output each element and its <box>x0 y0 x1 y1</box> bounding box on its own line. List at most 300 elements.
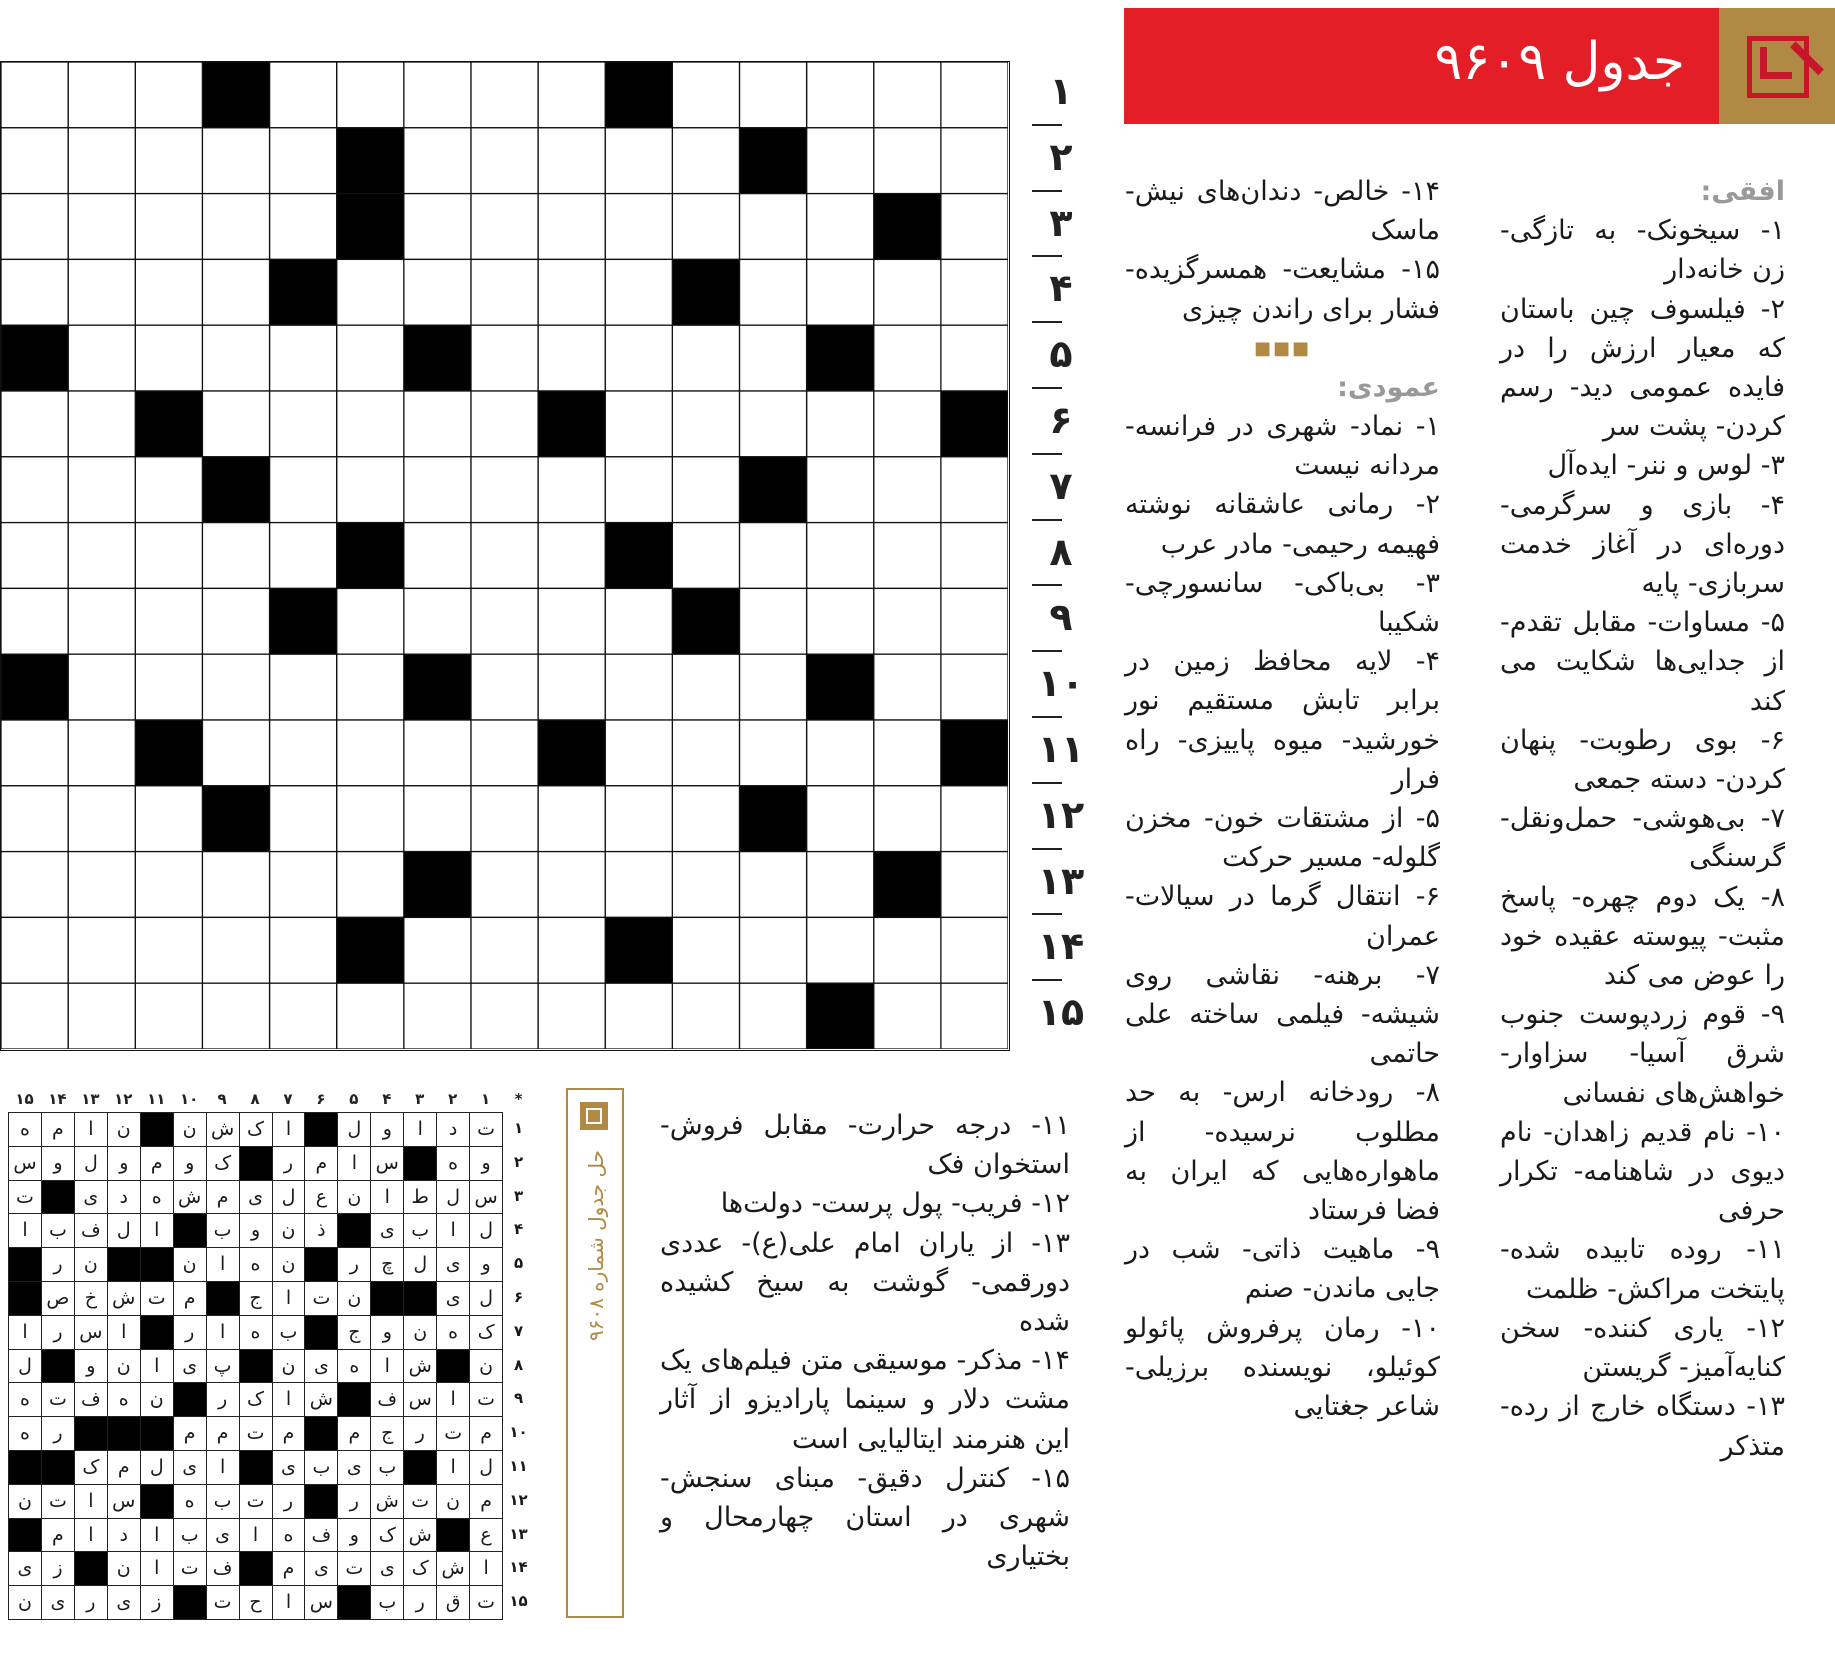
grid-cell[interactable] <box>874 588 941 654</box>
grid-row-number: ۱ <box>1049 69 1073 113</box>
grid-cell[interactable] <box>68 128 135 194</box>
grid-cell[interactable] <box>270 194 337 260</box>
grid-cell[interactable] <box>471 523 538 589</box>
grid-block <box>270 259 337 325</box>
grid-cell[interactable] <box>941 62 1008 128</box>
grid-block <box>202 786 269 852</box>
solution-cell: م <box>304 1146 338 1181</box>
solution-cell: ل <box>403 1247 437 1282</box>
grid-cell[interactable] <box>538 983 605 1049</box>
grid-cell[interactable] <box>68 325 135 391</box>
grid-cell[interactable] <box>202 720 269 786</box>
grid-cell[interactable] <box>672 786 739 852</box>
solution-cell: ن <box>8 1484 42 1519</box>
grid-cell[interactable] <box>1 588 68 654</box>
solution-cell: ب <box>272 1315 306 1350</box>
grid-cell[interactable] <box>68 588 135 654</box>
grid-cell[interactable] <box>739 194 806 260</box>
solution-block <box>239 1551 273 1586</box>
across-clue-8: ۸- یک دوم چهره- پاسخ مثبت- پیوسته عقیده خود را عوض می کند <box>1500 881 1785 992</box>
row-divider <box>1032 913 1062 915</box>
grid-cell[interactable] <box>739 588 806 654</box>
solution-cell: د <box>436 1112 470 1147</box>
grid-cell[interactable] <box>202 523 269 589</box>
solution-cell: ک <box>403 1551 437 1586</box>
grid-cell[interactable] <box>1 259 68 325</box>
grid-cell[interactable] <box>672 391 739 457</box>
grid-cell[interactable] <box>135 128 202 194</box>
grid-cell[interactable] <box>270 786 337 852</box>
grid-cell[interactable] <box>135 852 202 918</box>
grid-cell[interactable] <box>1 917 68 983</box>
page-title: جدول ۹۶۰۹ <box>1434 32 1685 92</box>
grid-cell[interactable] <box>404 259 471 325</box>
grid-cell[interactable] <box>135 523 202 589</box>
grid-cell[interactable] <box>672 457 739 523</box>
grid-cell[interactable] <box>68 917 135 983</box>
solution-cell: ت <box>337 1551 371 1586</box>
solution-cell: ی <box>304 1349 338 1384</box>
grid-cell[interactable] <box>337 325 404 391</box>
grid-cell[interactable] <box>739 259 806 325</box>
solution-row-number: ۶ <box>513 1288 524 1306</box>
grid-block <box>739 457 806 523</box>
solution-cell: س <box>370 1146 404 1181</box>
solution-cell: ج <box>239 1281 273 1316</box>
solution-cell: ا <box>370 1180 404 1215</box>
solution-cell: ر <box>74 1585 108 1620</box>
grid-cell[interactable] <box>874 391 941 457</box>
grid-block <box>135 720 202 786</box>
grid-cell[interactable] <box>538 194 605 260</box>
grid-cell[interactable] <box>337 457 404 523</box>
grid-block <box>739 128 806 194</box>
grid-cell[interactable] <box>1 786 68 852</box>
down-clue-14: ۱۴- مذکر- موسیقی متن فیلم‌های یک مشت دلار و سینما پارادیزو از آثار این هنرمند ایتالیایی است <box>660 1345 1070 1455</box>
down-clue-6: ۶- انتقال گرما در سیالات- عمران <box>1125 881 1440 952</box>
grid-cell[interactable] <box>605 983 672 1049</box>
grid-cell[interactable] <box>672 917 739 983</box>
solution-cell: ش <box>403 1349 437 1384</box>
across-clue-2: ۲- فیلسوف چین باستان که معیار ارزش را در فایده عمومی دید- رسم کردن- پشت سر <box>1500 293 1785 443</box>
grid-cell[interactable] <box>135 194 202 260</box>
grid-cell[interactable] <box>807 62 874 128</box>
grid-cell[interactable] <box>538 852 605 918</box>
grid-cell[interactable] <box>471 917 538 983</box>
grid-cell[interactable] <box>1 128 68 194</box>
solution-cell: ت <box>239 1484 273 1519</box>
grid-cell[interactable] <box>807 786 874 852</box>
grid-cell[interactable] <box>807 194 874 260</box>
grid-cell[interactable] <box>807 917 874 983</box>
grid-cell[interactable] <box>471 62 538 128</box>
grid-cell[interactable] <box>202 588 269 654</box>
solution-cell: ت <box>436 1416 470 1451</box>
solution-cell: ز <box>140 1585 174 1620</box>
grid-cell[interactable] <box>270 654 337 720</box>
grid-cell[interactable] <box>941 983 1008 1049</box>
grid-cell[interactable] <box>270 457 337 523</box>
grid-cell[interactable] <box>135 654 202 720</box>
grid-cell[interactable] <box>404 523 471 589</box>
grid-cell[interactable] <box>337 62 404 128</box>
grid-cell[interactable] <box>807 523 874 589</box>
grid-cell[interactable] <box>270 391 337 457</box>
grid-cell[interactable] <box>404 983 471 1049</box>
solution-cell: ر <box>41 1416 75 1451</box>
solution-cell: ذ <box>304 1213 338 1248</box>
across-clues <box>1500 172 1785 1466</box>
grid-row-number: ۱۰ <box>1037 661 1085 706</box>
grid-cell[interactable] <box>471 194 538 260</box>
grid-cell[interactable] <box>605 654 672 720</box>
solution-block <box>173 1382 207 1417</box>
grid-cell[interactable] <box>404 62 471 128</box>
grid-cell[interactable] <box>202 654 269 720</box>
grid-cell[interactable] <box>135 917 202 983</box>
grid-cell[interactable] <box>739 654 806 720</box>
grid-cell[interactable] <box>404 917 471 983</box>
down-clue-13: ۱۳- از یاران امام علی(ع)- عددی دورقمی- گوشت به سیخ کشیده شده <box>660 1227 1070 1338</box>
grid-cell[interactable] <box>1 194 68 260</box>
solution-cell: و <box>469 1146 503 1181</box>
solution-block <box>337 1382 371 1417</box>
grid-cell[interactable] <box>538 325 605 391</box>
solution-cell: ا <box>436 1382 470 1417</box>
grid-cell[interactable] <box>68 852 135 918</box>
grid-cell[interactable] <box>605 391 672 457</box>
grid-cell[interactable] <box>337 983 404 1049</box>
grid-cell[interactable] <box>471 128 538 194</box>
grid-cell[interactable] <box>739 852 806 918</box>
grid-cell[interactable] <box>202 983 269 1049</box>
grid-row-number: ۵ <box>1049 332 1073 377</box>
grid-cell[interactable] <box>672 983 739 1049</box>
grid-cell[interactable] <box>672 720 739 786</box>
solution-cell: ر <box>337 1247 371 1282</box>
solution-cell: ز <box>41 1551 75 1586</box>
solution-cell: ف <box>304 1518 338 1553</box>
grid-cell[interactable] <box>202 917 269 983</box>
solution-cell: م <box>206 1416 240 1451</box>
grid-cell[interactable] <box>1 457 68 523</box>
grid-cell[interactable] <box>1 523 68 589</box>
across-clue-3: ۳- لوس و ننر- ایده‌آل <box>1547 450 1785 482</box>
solution-row-number: ۱۰ <box>509 1423 528 1442</box>
grid-cell[interactable] <box>270 62 337 128</box>
solution-cell: ا <box>8 1213 42 1248</box>
solution-cell: ل <box>140 1450 174 1485</box>
solution-cell: م <box>337 1416 371 1451</box>
grid-cell[interactable] <box>404 128 471 194</box>
grid-cell[interactable] <box>941 457 1008 523</box>
grid-cell[interactable] <box>941 786 1008 852</box>
solution-cell: ه <box>436 1315 470 1350</box>
grid-cell[interactable] <box>68 654 135 720</box>
grid-cell[interactable] <box>68 62 135 128</box>
grid-cell[interactable] <box>538 259 605 325</box>
solution-cell: ی <box>173 1349 207 1384</box>
grid-cell[interactable] <box>68 720 135 786</box>
grid-cell[interactable] <box>404 588 471 654</box>
grid-cell[interactable] <box>672 194 739 260</box>
solution-cell: ا <box>74 1484 108 1519</box>
grid-row-number: ۱۳ <box>1037 858 1085 903</box>
grid-cell[interactable] <box>202 259 269 325</box>
solution-cell: ن <box>403 1315 437 1350</box>
grid-cell[interactable] <box>874 523 941 589</box>
grid-cell[interactable] <box>739 720 806 786</box>
solution-cell: ه <box>239 1247 273 1282</box>
solution-row-number: ۱۴ <box>509 1558 528 1577</box>
grid-cell[interactable] <box>68 983 135 1049</box>
solution-block <box>140 1315 174 1350</box>
across-clue-4: ۴- بازی و سرگرمی- دوره‌ای در آغاز خدمت سربازی- پایه <box>1500 489 1785 600</box>
grid-cell[interactable] <box>337 654 404 720</box>
grid-cell[interactable] <box>807 128 874 194</box>
grid-cell[interactable] <box>941 588 1008 654</box>
grid-cell[interactable] <box>672 852 739 918</box>
grid-cell[interactable] <box>605 194 672 260</box>
grid-cell[interactable] <box>471 259 538 325</box>
grid-cell[interactable] <box>807 457 874 523</box>
grid-cell[interactable] <box>404 391 471 457</box>
grid-cell[interactable] <box>1 720 68 786</box>
solution-cell: ن <box>337 1281 371 1316</box>
solution-cell: ب <box>173 1518 207 1553</box>
grid-cell[interactable] <box>471 786 538 852</box>
grid-cell[interactable] <box>68 391 135 457</box>
grid-block <box>337 128 404 194</box>
solution-block <box>239 1349 273 1384</box>
grid-cell[interactable] <box>941 325 1008 391</box>
grid-cell[interactable] <box>874 457 941 523</box>
solution-cell: ا <box>206 1247 240 1282</box>
solution-cell: ع <box>304 1180 338 1215</box>
grid-cell[interactable] <box>337 852 404 918</box>
grid-cell[interactable] <box>337 786 404 852</box>
solution-cell: و <box>107 1146 141 1181</box>
grid-block <box>202 457 269 523</box>
grid-cell[interactable] <box>270 983 337 1049</box>
solution-cell: ی <box>41 1585 75 1620</box>
grid-cell[interactable] <box>941 852 1008 918</box>
solution-cell: ا <box>436 1450 470 1485</box>
grid-block <box>807 654 874 720</box>
grid-cell[interactable] <box>202 391 269 457</box>
grid-cell[interactable] <box>538 917 605 983</box>
grid-cell[interactable] <box>538 786 605 852</box>
grid-cell[interactable] <box>135 259 202 325</box>
solution-cell: ک <box>239 1112 273 1147</box>
grid-cell[interactable] <box>807 391 874 457</box>
grid-cell[interactable] <box>605 128 672 194</box>
grid-cell[interactable] <box>270 852 337 918</box>
grid-cell[interactable] <box>135 325 202 391</box>
grid-cell[interactable] <box>135 983 202 1049</box>
grid-cell[interactable] <box>672 325 739 391</box>
grid-cell[interactable] <box>1 62 68 128</box>
grid-block <box>605 62 672 128</box>
grid-cell[interactable] <box>874 325 941 391</box>
grid-cell[interactable] <box>270 523 337 589</box>
solution-row-number: ۹ <box>513 1389 524 1408</box>
solution-cell: ن <box>107 1112 141 1147</box>
solution-cell: ت <box>239 1416 273 1451</box>
grid-cell[interactable] <box>471 457 538 523</box>
down-clues-continued <box>660 1106 1070 1576</box>
grid-cell[interactable] <box>68 259 135 325</box>
solution-cell: ط <box>403 1180 437 1215</box>
solution-cell: و <box>370 1315 404 1350</box>
grid-cell[interactable] <box>337 588 404 654</box>
row-divider <box>1032 716 1062 718</box>
solution-cell: ل <box>8 1349 42 1384</box>
grid-cell[interactable] <box>605 852 672 918</box>
grid-cell[interactable] <box>941 128 1008 194</box>
grid-cell[interactable] <box>941 917 1008 983</box>
grid-cell[interactable] <box>941 259 1008 325</box>
grid-cell[interactable] <box>538 654 605 720</box>
solution-cell: م <box>173 1416 207 1451</box>
grid-cell[interactable] <box>605 786 672 852</box>
grid-cell[interactable] <box>941 194 1008 260</box>
grid-cell[interactable] <box>1 983 68 1049</box>
down-heading: عمودی: <box>1337 371 1440 403</box>
grid-cell[interactable] <box>605 588 672 654</box>
grid-cell[interactable] <box>739 983 806 1049</box>
grid-cell[interactable] <box>471 852 538 918</box>
solution-cell: ب <box>403 1213 437 1248</box>
grid-cell[interactable] <box>874 62 941 128</box>
grid-cell[interactable] <box>739 391 806 457</box>
grid-cell[interactable] <box>68 523 135 589</box>
solution-block <box>140 1247 174 1282</box>
grid-cell[interactable] <box>538 588 605 654</box>
solution-cell: ل <box>74 1146 108 1181</box>
grid-cell[interactable] <box>807 259 874 325</box>
solution-cell: ت <box>41 1484 75 1519</box>
grid-cell[interactable] <box>874 917 941 983</box>
solution-cell: ر <box>403 1416 437 1451</box>
grid-cell[interactable] <box>807 852 874 918</box>
grid-cell[interactable] <box>739 62 806 128</box>
grid-cell[interactable] <box>471 720 538 786</box>
grid-cell[interactable] <box>135 457 202 523</box>
grid-cell[interactable] <box>874 983 941 1049</box>
grid-cell[interactable] <box>135 588 202 654</box>
solution-cell: ک <box>206 1146 240 1181</box>
grid-cell[interactable] <box>202 325 269 391</box>
solution-cell: ه <box>436 1146 470 1181</box>
grid-cell[interactable] <box>202 194 269 260</box>
grid-cell[interactable] <box>874 654 941 720</box>
solution-cell: ن <box>272 1247 306 1282</box>
solution-cell: ت <box>140 1281 174 1316</box>
grid-cell[interactable] <box>337 391 404 457</box>
grid-block <box>874 852 941 918</box>
grid-cell[interactable] <box>739 917 806 983</box>
grid-cell[interactable] <box>404 720 471 786</box>
grid-cell[interactable] <box>672 523 739 589</box>
grid-cell[interactable] <box>538 457 605 523</box>
grid-cell[interactable] <box>471 391 538 457</box>
grid-cell[interactable] <box>404 194 471 260</box>
grid-cell[interactable] <box>605 259 672 325</box>
grid-cell[interactable] <box>538 62 605 128</box>
across-clue-15: ۱۵- مشایعت- همسرگزیده- فشار برای راندن چیزی <box>1125 254 1440 325</box>
grid-cell[interactable] <box>941 523 1008 589</box>
grid-cell[interactable] <box>270 325 337 391</box>
grid-cell[interactable] <box>605 457 672 523</box>
grid-cell[interactable] <box>270 720 337 786</box>
grid-cell[interactable] <box>605 720 672 786</box>
grid-cell[interactable] <box>807 588 874 654</box>
grid-cell[interactable] <box>874 720 941 786</box>
grid-cell[interactable] <box>337 259 404 325</box>
solution-cell: ر <box>272 1484 306 1519</box>
solution-cell: ی <box>370 1551 404 1586</box>
grid-cell[interactable] <box>874 128 941 194</box>
grid-cell[interactable] <box>941 654 1008 720</box>
solution-cell: ع <box>469 1518 503 1553</box>
solution-cell: ی <box>8 1551 42 1586</box>
grid-block <box>538 720 605 786</box>
grid-cell[interactable] <box>270 128 337 194</box>
solution-cell: ل <box>337 1112 371 1147</box>
grid-cell[interactable] <box>135 786 202 852</box>
grid-row-number: ۱۵ <box>1037 990 1085 1035</box>
grid-cell[interactable] <box>202 128 269 194</box>
grid-cell[interactable] <box>337 720 404 786</box>
grid-cell[interactable] <box>471 588 538 654</box>
grid-cell[interactable] <box>471 654 538 720</box>
grid-cell[interactable] <box>672 654 739 720</box>
across-heading: افقی: <box>1700 176 1785 207</box>
grid-cell[interactable] <box>270 917 337 983</box>
grid-cell[interactable] <box>672 62 739 128</box>
solution-cell: ب <box>370 1450 404 1485</box>
solution-block <box>304 1416 338 1451</box>
solution-cell: ب <box>206 1484 240 1519</box>
solution-block <box>403 1146 437 1181</box>
solution-cell: ن <box>107 1551 141 1586</box>
solution-cell: م <box>140 1146 174 1181</box>
grid-cell[interactable] <box>68 457 135 523</box>
grid-cell[interactable] <box>68 194 135 260</box>
grid-cell[interactable] <box>135 62 202 128</box>
grid-cell[interactable] <box>739 325 806 391</box>
grid-cell[interactable] <box>1 391 68 457</box>
grid-cell[interactable] <box>874 786 941 852</box>
grid-cell[interactable] <box>538 128 605 194</box>
grid-cell[interactable] <box>605 325 672 391</box>
grid-cell[interactable] <box>404 786 471 852</box>
grid-cell[interactable] <box>807 720 874 786</box>
grid-cell[interactable] <box>739 523 806 589</box>
grid-cell[interactable] <box>404 457 471 523</box>
grid-cell[interactable] <box>202 852 269 918</box>
grid-cell[interactable] <box>471 325 538 391</box>
grid-cell[interactable] <box>1 852 68 918</box>
grid-cell[interactable] <box>672 128 739 194</box>
grid-cell[interactable] <box>471 983 538 1049</box>
grid-cell[interactable] <box>68 786 135 852</box>
solution-block <box>8 1450 42 1485</box>
solution-cell: ا <box>337 1146 371 1181</box>
grid-cell[interactable] <box>538 523 605 589</box>
grid-cell[interactable] <box>874 259 941 325</box>
